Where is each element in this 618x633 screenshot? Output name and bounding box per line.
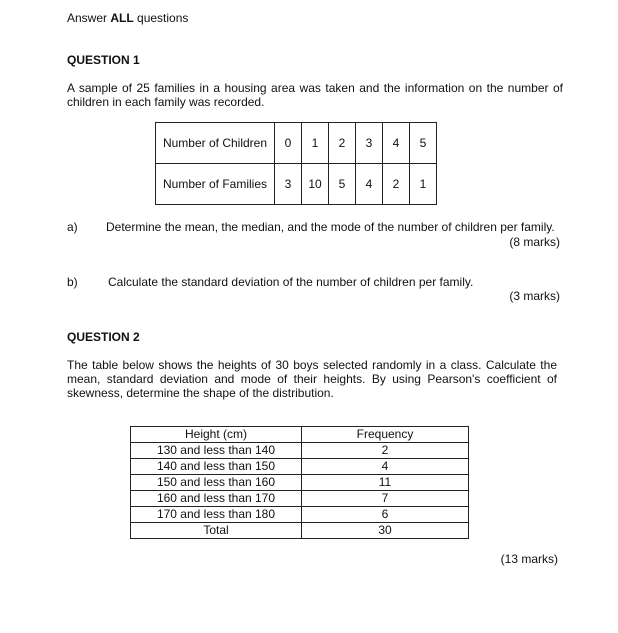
- part-a-label: a): [67, 220, 78, 234]
- part-b-marks: (3 marks): [509, 289, 560, 303]
- frequency-value: 4: [302, 459, 469, 475]
- height-class: 160 and less than 170: [131, 491, 302, 507]
- intro-line: [67, 11, 188, 25]
- total-value: 30: [302, 523, 469, 539]
- families-row-label: Number of Families: [156, 164, 275, 205]
- intro-prefix: Answer: [67, 11, 108, 25]
- heights-header-row: [131, 427, 469, 443]
- question2-text: The table below shows the heights of 30 boys selected randomly in a class. Calculate the mean, standard deviation and mode of their heights. By using Pearson's coefficient of skewness, determine the shape of the distribution.: [67, 358, 557, 400]
- table-row: [131, 507, 469, 523]
- heights-table: [130, 426, 469, 539]
- children-row: [156, 123, 437, 164]
- children-cell: 4: [383, 123, 410, 164]
- part-b-label: b): [67, 275, 78, 289]
- families-cell: 10: [302, 164, 329, 205]
- question2-marks: (13 marks): [500, 552, 558, 566]
- children-cell: 0: [275, 123, 302, 164]
- question1-heading: QUESTION 1: [67, 53, 140, 67]
- part-b-text: Calculate the standard deviation of the number of children per family.: [108, 275, 474, 289]
- table-row: [131, 443, 469, 459]
- children-cell: 2: [329, 123, 356, 164]
- height-class: 130 and less than 140: [131, 443, 302, 459]
- question1-text: A sample of 25 families in a housing area was taken and the information on the number of children in each family was recorded.: [67, 81, 563, 109]
- table-row: [131, 475, 469, 491]
- frequency-header: Frequency: [302, 427, 469, 443]
- children-cell: 1: [302, 123, 329, 164]
- families-cell: 1: [410, 164, 437, 205]
- frequency-value: 2: [302, 443, 469, 459]
- families-cell: 4: [356, 164, 383, 205]
- table-row: [131, 491, 469, 507]
- height-class: 140 and less than 150: [131, 459, 302, 475]
- total-row: [131, 523, 469, 539]
- part-a-marks: (8 marks): [509, 235, 560, 249]
- table-row: [131, 459, 469, 475]
- children-cell: 5: [410, 123, 437, 164]
- total-label: Total: [131, 523, 302, 539]
- question2-heading: QUESTION 2: [67, 330, 140, 344]
- intro-suffix: questions: [137, 11, 189, 25]
- height-header: Height (cm): [131, 427, 302, 443]
- families-row: [156, 164, 437, 205]
- children-row-label: Number of Children: [156, 123, 275, 164]
- children-table: [155, 122, 437, 205]
- intro-bold: ALL: [110, 11, 134, 25]
- families-cell: 3: [275, 164, 302, 205]
- frequency-value: 7: [302, 491, 469, 507]
- height-class: 170 and less than 180: [131, 507, 302, 523]
- families-cell: 2: [383, 164, 410, 205]
- part-a-text: Determine the mean, the median, and the mode of the number of children per family.: [106, 220, 555, 234]
- children-cell: 3: [356, 123, 383, 164]
- height-class: 150 and less than 160: [131, 475, 302, 491]
- families-cell: 5: [329, 164, 356, 205]
- frequency-value: 6: [302, 507, 469, 523]
- frequency-value: 11: [302, 475, 469, 491]
